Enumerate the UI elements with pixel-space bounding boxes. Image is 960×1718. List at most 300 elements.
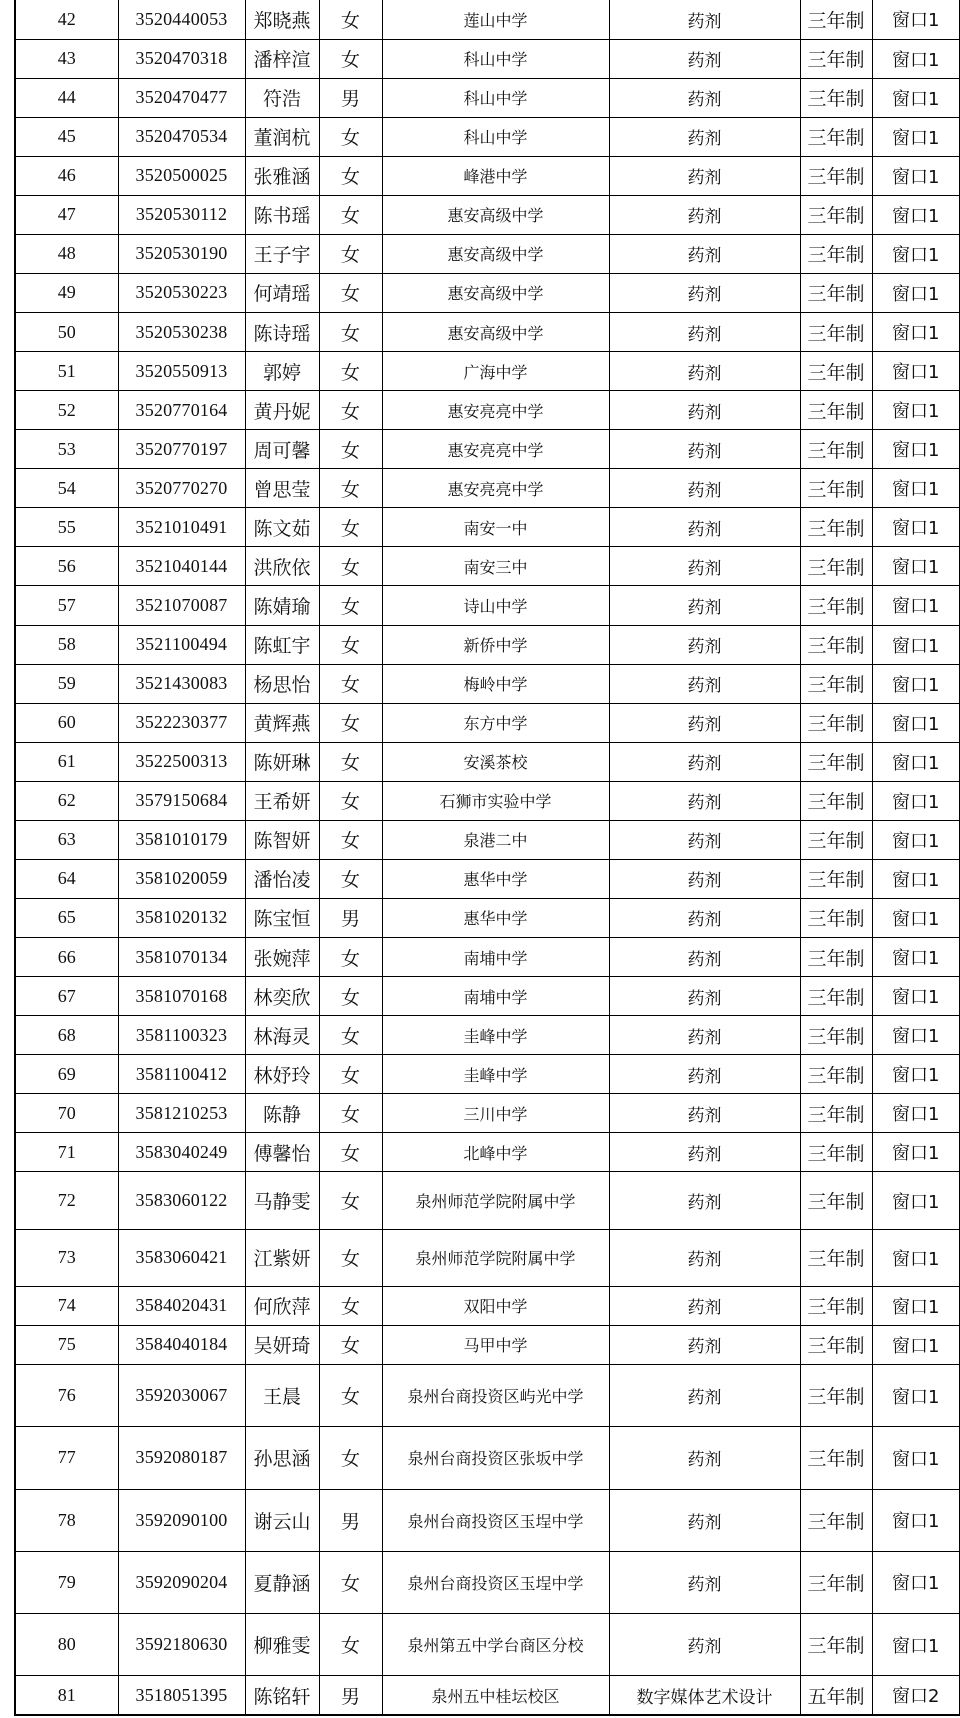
major-cell: 药剂 — [609, 1614, 800, 1676]
student-name-cell: 王子宇 — [245, 234, 319, 273]
student-name-cell: 吴妍琦 — [245, 1325, 319, 1364]
school-cell: 泉州台商投资区玉埕中学 — [382, 1551, 609, 1613]
major-cell: 药剂 — [609, 430, 800, 469]
window-cell: 窗口1 — [872, 0, 960, 39]
school-cell: 泉州台商投资区屿光中学 — [382, 1365, 609, 1427]
school-cell: 惠安高级中学 — [382, 195, 609, 234]
gender-cell: 女 — [319, 977, 382, 1016]
school-cell: 双阳中学 — [382, 1286, 609, 1325]
exam-id-cell: 3522500313 — [118, 742, 245, 781]
exam-id-cell: 3581020059 — [118, 859, 245, 898]
table-row — [15, 703, 960, 742]
exam-id-cell: 3584020431 — [118, 1286, 245, 1325]
exam-id-cell: 3520530112 — [118, 195, 245, 234]
window-cell: 窗口1 — [872, 664, 960, 703]
row-number-cell: 43 — [15, 39, 118, 78]
school-cell: 三川中学 — [382, 1094, 609, 1133]
student-name-cell: 符浩 — [245, 78, 319, 117]
major-cell: 药剂 — [609, 1055, 800, 1094]
school-cell: 泉港二中 — [382, 820, 609, 859]
row-number-cell: 70 — [15, 1094, 118, 1133]
major-cell: 药剂 — [609, 859, 800, 898]
school-cell: 泉州师范学院附属中学 — [382, 1172, 609, 1229]
major-cell: 药剂 — [609, 195, 800, 234]
school-cell: 惠华中学 — [382, 898, 609, 937]
duration-cell: 三年制 — [800, 39, 872, 78]
gender-cell: 女 — [319, 508, 382, 547]
exam-id-cell: 3521040144 — [118, 547, 245, 586]
gender-cell: 女 — [319, 1286, 382, 1325]
school-cell: 惠安亮亮中学 — [382, 469, 609, 508]
gender-cell: 女 — [319, 352, 382, 391]
school-cell: 惠华中学 — [382, 859, 609, 898]
exam-id-cell: 3520470318 — [118, 39, 245, 78]
major-cell: 药剂 — [609, 1489, 800, 1551]
row-number-cell: 62 — [15, 781, 118, 820]
table-row — [15, 1325, 960, 1364]
student-name-cell: 黄辉燕 — [245, 703, 319, 742]
student-name-cell: 陈婧瑜 — [245, 586, 319, 625]
student-name-cell: 陈智妍 — [245, 820, 319, 859]
major-cell: 药剂 — [609, 0, 800, 39]
table-row — [15, 898, 960, 937]
student-name-cell: 何欣萍 — [245, 1286, 319, 1325]
row-number-cell: 80 — [15, 1614, 118, 1676]
student-name-cell: 杨思怡 — [245, 664, 319, 703]
gender-cell: 女 — [319, 742, 382, 781]
table-row — [15, 195, 960, 234]
exam-id-cell: 3522230377 — [118, 703, 245, 742]
window-cell: 窗口2 — [872, 1676, 960, 1715]
window-cell: 窗口1 — [872, 117, 960, 156]
window-cell: 窗口1 — [872, 859, 960, 898]
row-number-cell: 48 — [15, 234, 118, 273]
major-cell: 药剂 — [609, 313, 800, 352]
school-cell: 泉州师范学院附属中学 — [382, 1229, 609, 1286]
school-cell: 南安一中 — [382, 508, 609, 547]
window-cell: 窗口1 — [872, 430, 960, 469]
table-row — [15, 664, 960, 703]
school-cell: 惠安亮亮中学 — [382, 391, 609, 430]
student-name-cell: 陈妍琳 — [245, 742, 319, 781]
school-cell: 广海中学 — [382, 352, 609, 391]
student-name-cell: 陈文茹 — [245, 508, 319, 547]
exam-id-cell: 3579150684 — [118, 781, 245, 820]
table-row — [15, 1055, 960, 1094]
gender-cell: 女 — [319, 664, 382, 703]
duration-cell: 三年制 — [800, 1172, 872, 1229]
row-number-cell: 44 — [15, 78, 118, 117]
school-cell: 石狮市实验中学 — [382, 781, 609, 820]
school-cell: 马甲中学 — [382, 1325, 609, 1364]
gender-cell: 男 — [319, 1489, 382, 1551]
row-number-cell: 46 — [15, 156, 118, 195]
row-number-cell: 76 — [15, 1365, 118, 1427]
table-body — [15, 0, 960, 1715]
row-number-cell: 45 — [15, 117, 118, 156]
row-number-cell: 77 — [15, 1427, 118, 1489]
gender-cell: 女 — [319, 117, 382, 156]
table-row — [15, 1676, 960, 1715]
gender-cell: 女 — [319, 547, 382, 586]
row-number-cell: 67 — [15, 977, 118, 1016]
row-number-cell: 81 — [15, 1676, 118, 1715]
window-cell: 窗口1 — [872, 1325, 960, 1364]
major-cell: 药剂 — [609, 625, 800, 664]
school-cell: 东方中学 — [382, 703, 609, 742]
school-cell: 梅岭中学 — [382, 664, 609, 703]
major-cell: 药剂 — [609, 156, 800, 195]
school-cell: 惠安高级中学 — [382, 313, 609, 352]
gender-cell: 女 — [319, 273, 382, 312]
table-row — [15, 1016, 960, 1055]
duration-cell: 三年制 — [800, 938, 872, 977]
student-name-cell: 曾思莹 — [245, 469, 319, 508]
table-row — [15, 273, 960, 312]
table-row — [15, 39, 960, 78]
window-cell: 窗口1 — [872, 39, 960, 78]
row-number-cell: 73 — [15, 1229, 118, 1286]
duration-cell: 三年制 — [800, 703, 872, 742]
school-cell: 泉州台商投资区玉埕中学 — [382, 1489, 609, 1551]
duration-cell: 三年制 — [800, 117, 872, 156]
duration-cell: 三年制 — [800, 977, 872, 1016]
gender-cell: 女 — [319, 0, 382, 39]
window-cell: 窗口1 — [872, 1551, 960, 1613]
gender-cell: 男 — [319, 78, 382, 117]
school-cell: 南埔中学 — [382, 977, 609, 1016]
duration-cell: 三年制 — [800, 820, 872, 859]
duration-cell: 三年制 — [800, 1614, 872, 1676]
table-row — [15, 1133, 960, 1172]
gender-cell: 女 — [319, 1551, 382, 1613]
window-cell: 窗口1 — [872, 742, 960, 781]
window-cell: 窗口1 — [872, 781, 960, 820]
exam-id-cell: 3521100494 — [118, 625, 245, 664]
exam-id-cell: 3520550913 — [118, 352, 245, 391]
exam-id-cell: 3520770164 — [118, 391, 245, 430]
row-number-cell: 78 — [15, 1489, 118, 1551]
table-row — [15, 313, 960, 352]
exam-id-cell: 3520470534 — [118, 117, 245, 156]
school-cell: 峰港中学 — [382, 156, 609, 195]
duration-cell: 三年制 — [800, 664, 872, 703]
exam-id-cell: 3581020132 — [118, 898, 245, 937]
table-row — [15, 1551, 960, 1613]
table-row — [15, 352, 960, 391]
exam-id-cell: 3521070087 — [118, 586, 245, 625]
window-cell: 窗口1 — [872, 586, 960, 625]
student-name-cell: 郑晓燕 — [245, 0, 319, 39]
student-name-cell: 张婉萍 — [245, 938, 319, 977]
duration-cell: 三年制 — [800, 781, 872, 820]
exam-id-cell: 3581010179 — [118, 820, 245, 859]
duration-cell: 三年制 — [800, 1133, 872, 1172]
exam-id-cell: 3521010491 — [118, 508, 245, 547]
exam-id-cell: 3592180630 — [118, 1614, 245, 1676]
major-cell: 药剂 — [609, 781, 800, 820]
student-name-cell: 潘怡凌 — [245, 859, 319, 898]
gender-cell: 女 — [319, 859, 382, 898]
exam-id-cell: 3581100412 — [118, 1055, 245, 1094]
window-cell: 窗口1 — [872, 1016, 960, 1055]
gender-cell: 女 — [319, 195, 382, 234]
exam-id-cell: 3520770270 — [118, 469, 245, 508]
window-cell: 窗口1 — [872, 273, 960, 312]
window-cell: 窗口1 — [872, 234, 960, 273]
duration-cell: 五年制 — [800, 1676, 872, 1715]
school-cell: 科山中学 — [382, 78, 609, 117]
school-cell: 惠安高级中学 — [382, 234, 609, 273]
window-cell: 窗口1 — [872, 156, 960, 195]
row-number-cell: 64 — [15, 859, 118, 898]
major-cell: 药剂 — [609, 547, 800, 586]
table-row — [15, 1229, 960, 1286]
duration-cell: 三年制 — [800, 0, 872, 39]
window-cell: 窗口1 — [872, 1055, 960, 1094]
school-cell: 科山中学 — [382, 117, 609, 156]
window-cell: 窗口1 — [872, 1365, 960, 1427]
duration-cell: 三年制 — [800, 1427, 872, 1489]
student-name-cell: 周可馨 — [245, 430, 319, 469]
exam-id-cell: 3518051395 — [118, 1676, 245, 1715]
window-cell: 窗口1 — [872, 898, 960, 937]
exam-id-cell: 3584040184 — [118, 1325, 245, 1364]
table-row — [15, 430, 960, 469]
major-cell: 药剂 — [609, 1365, 800, 1427]
window-cell: 窗口1 — [872, 547, 960, 586]
duration-cell: 三年制 — [800, 1325, 872, 1364]
duration-cell: 三年制 — [800, 898, 872, 937]
duration-cell: 三年制 — [800, 1094, 872, 1133]
duration-cell: 三年制 — [800, 1365, 872, 1427]
table-row — [15, 234, 960, 273]
major-cell: 药剂 — [609, 586, 800, 625]
duration-cell: 三年制 — [800, 352, 872, 391]
exam-id-cell: 3520470477 — [118, 78, 245, 117]
window-cell: 窗口1 — [872, 469, 960, 508]
school-cell: 诗山中学 — [382, 586, 609, 625]
window-cell: 窗口1 — [872, 313, 960, 352]
window-cell: 窗口1 — [872, 938, 960, 977]
school-cell: 泉州台商投资区张坂中学 — [382, 1427, 609, 1489]
major-cell: 药剂 — [609, 1427, 800, 1489]
row-number-cell: 52 — [15, 391, 118, 430]
student-name-cell: 林海灵 — [245, 1016, 319, 1055]
duration-cell: 三年制 — [800, 391, 872, 430]
row-number-cell: 53 — [15, 430, 118, 469]
window-cell: 窗口1 — [872, 352, 960, 391]
gender-cell: 女 — [319, 1614, 382, 1676]
table-row — [15, 938, 960, 977]
school-cell: 圭峰中学 — [382, 1016, 609, 1055]
student-name-cell: 陈虹宇 — [245, 625, 319, 664]
student-name-cell: 林妤玲 — [245, 1055, 319, 1094]
gender-cell: 女 — [319, 1365, 382, 1427]
row-number-cell: 42 — [15, 0, 118, 39]
row-number-cell: 59 — [15, 664, 118, 703]
major-cell: 药剂 — [609, 1286, 800, 1325]
window-cell: 窗口1 — [872, 1614, 960, 1676]
exam-id-cell: 3520530223 — [118, 273, 245, 312]
duration-cell: 三年制 — [800, 313, 872, 352]
window-cell: 窗口1 — [872, 977, 960, 1016]
major-cell: 药剂 — [609, 898, 800, 937]
table-row — [15, 625, 960, 664]
duration-cell: 三年制 — [800, 1286, 872, 1325]
major-cell: 药剂 — [609, 234, 800, 273]
row-number-cell: 74 — [15, 1286, 118, 1325]
school-cell: 北峰中学 — [382, 1133, 609, 1172]
table-row — [15, 1172, 960, 1229]
window-cell: 窗口1 — [872, 1286, 960, 1325]
major-cell: 药剂 — [609, 391, 800, 430]
exam-id-cell: 3583060421 — [118, 1229, 245, 1286]
duration-cell: 三年制 — [800, 1551, 872, 1613]
table-row — [15, 117, 960, 156]
table-row — [15, 1614, 960, 1676]
student-name-cell: 谢云山 — [245, 1489, 319, 1551]
major-cell: 药剂 — [609, 117, 800, 156]
row-number-cell: 63 — [15, 820, 118, 859]
table-row — [15, 508, 960, 547]
school-cell: 惠安高级中学 — [382, 273, 609, 312]
table-row — [15, 1094, 960, 1133]
student-name-cell: 陈铭轩 — [245, 1676, 319, 1715]
gender-cell: 女 — [319, 1016, 382, 1055]
major-cell: 药剂 — [609, 664, 800, 703]
major-cell: 药剂 — [609, 469, 800, 508]
school-cell: 泉州第五中学台商区分校 — [382, 1614, 609, 1676]
table-row — [15, 156, 960, 195]
gender-cell: 女 — [319, 1427, 382, 1489]
exam-id-cell: 3520530190 — [118, 234, 245, 273]
exam-id-cell: 3592030067 — [118, 1365, 245, 1427]
table-row — [15, 742, 960, 781]
student-name-cell: 陈静 — [245, 1094, 319, 1133]
duration-cell: 三年制 — [800, 508, 872, 547]
duration-cell: 三年制 — [800, 234, 872, 273]
gender-cell: 女 — [319, 1172, 382, 1229]
gender-cell: 女 — [319, 1229, 382, 1286]
major-cell: 药剂 — [609, 1229, 800, 1286]
duration-cell: 三年制 — [800, 586, 872, 625]
gender-cell: 女 — [319, 39, 382, 78]
window-cell: 窗口1 — [872, 1489, 960, 1551]
duration-cell: 三年制 — [800, 625, 872, 664]
gender-cell: 女 — [319, 820, 382, 859]
student-name-cell: 夏静涵 — [245, 1551, 319, 1613]
row-number-cell: 72 — [15, 1172, 118, 1229]
row-number-cell: 54 — [15, 469, 118, 508]
student-name-cell: 江紫妍 — [245, 1229, 319, 1286]
student-name-cell: 傅馨怡 — [245, 1133, 319, 1172]
row-number-cell: 66 — [15, 938, 118, 977]
major-cell: 药剂 — [609, 938, 800, 977]
exam-id-cell: 3520530238 — [118, 313, 245, 352]
major-cell: 药剂 — [609, 352, 800, 391]
gender-cell: 女 — [319, 1325, 382, 1364]
student-name-cell: 洪欣依 — [245, 547, 319, 586]
window-cell: 窗口1 — [872, 1094, 960, 1133]
row-number-cell: 56 — [15, 547, 118, 586]
gender-cell: 男 — [319, 898, 382, 937]
student-name-cell: 郭婷 — [245, 352, 319, 391]
student-name-cell: 黄丹妮 — [245, 391, 319, 430]
major-cell: 药剂 — [609, 1133, 800, 1172]
table-row — [15, 469, 960, 508]
duration-cell: 三年制 — [800, 1055, 872, 1094]
window-cell: 窗口1 — [872, 1172, 960, 1229]
table-row — [15, 1365, 960, 1427]
exam-id-cell: 3592090100 — [118, 1489, 245, 1551]
gender-cell: 女 — [319, 1055, 382, 1094]
exam-id-cell: 3581070134 — [118, 938, 245, 977]
gender-cell: 女 — [319, 625, 382, 664]
exam-id-cell: 3592090204 — [118, 1551, 245, 1613]
major-cell: 药剂 — [609, 1016, 800, 1055]
major-cell: 药剂 — [609, 1094, 800, 1133]
major-cell: 药剂 — [609, 1325, 800, 1364]
exam-id-cell: 3583040249 — [118, 1133, 245, 1172]
exam-id-cell: 3581210253 — [118, 1094, 245, 1133]
school-cell: 科山中学 — [382, 39, 609, 78]
school-cell: 南埔中学 — [382, 938, 609, 977]
major-cell: 药剂 — [609, 39, 800, 78]
duration-cell: 三年制 — [800, 78, 872, 117]
table-row — [15, 781, 960, 820]
student-name-cell: 陈宝恒 — [245, 898, 319, 937]
gender-cell: 女 — [319, 469, 382, 508]
student-name-cell: 林奕欣 — [245, 977, 319, 1016]
row-number-cell: 65 — [15, 898, 118, 937]
window-cell: 窗口1 — [872, 1133, 960, 1172]
duration-cell: 三年制 — [800, 273, 872, 312]
row-number-cell: 68 — [15, 1016, 118, 1055]
window-cell: 窗口1 — [872, 1229, 960, 1286]
major-cell: 药剂 — [609, 742, 800, 781]
major-cell: 药剂 — [609, 273, 800, 312]
gender-cell: 女 — [319, 1133, 382, 1172]
student-name-cell: 柳雅雯 — [245, 1614, 319, 1676]
gender-cell: 女 — [319, 156, 382, 195]
gender-cell: 女 — [319, 234, 382, 273]
student-name-cell: 董润杭 — [245, 117, 319, 156]
row-number-cell: 60 — [15, 703, 118, 742]
table-row — [15, 586, 960, 625]
window-cell: 窗口1 — [872, 391, 960, 430]
exam-id-cell: 3592080187 — [118, 1427, 245, 1489]
student-list-table — [14, 0, 960, 1716]
row-number-cell: 50 — [15, 313, 118, 352]
gender-cell: 女 — [319, 391, 382, 430]
exam-id-cell: 3581070168 — [118, 977, 245, 1016]
row-number-cell: 71 — [15, 1133, 118, 1172]
major-cell: 药剂 — [609, 703, 800, 742]
school-cell: 安溪茶校 — [382, 742, 609, 781]
duration-cell: 三年制 — [800, 156, 872, 195]
student-name-cell: 马静雯 — [245, 1172, 319, 1229]
table-row — [15, 1286, 960, 1325]
exam-id-cell: 3520500025 — [118, 156, 245, 195]
major-cell: 药剂 — [609, 1551, 800, 1613]
row-number-cell: 58 — [15, 625, 118, 664]
student-name-cell: 王晨 — [245, 1365, 319, 1427]
student-name-cell: 潘梓渲 — [245, 39, 319, 78]
row-number-cell: 47 — [15, 195, 118, 234]
duration-cell: 三年制 — [800, 469, 872, 508]
school-cell: 泉州五中桂坛校区 — [382, 1676, 609, 1715]
